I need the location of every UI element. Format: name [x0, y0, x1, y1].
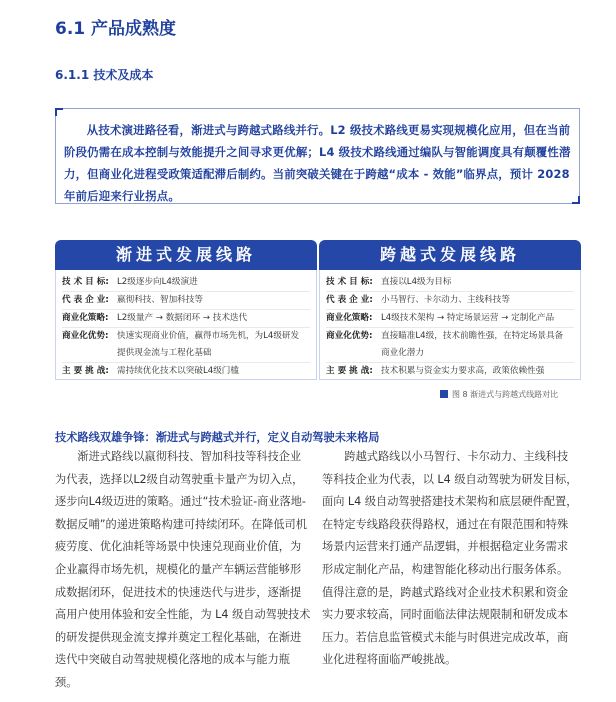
- card-row: [62, 292, 310, 310]
- row-label: 主 要 挑 战:: [62, 366, 109, 376]
- card-row: [62, 310, 310, 328]
- leapfrog-route-card: [319, 240, 581, 380]
- card-body: [319, 270, 581, 380]
- summary-box: [55, 108, 580, 204]
- subheading: 技术路线双雄争锋：渐进式与跨越式并行，定义自动驾驶未来格局: [55, 431, 380, 444]
- row-value: L2级逐步向L4级演进: [117, 277, 198, 287]
- row-label: 代 表 企 业:: [326, 295, 373, 305]
- card-row: [62, 328, 310, 363]
- body-column-left: [55, 446, 312, 695]
- summary-text: 从技术演进路径看，渐进式与跨越式路线并行。L2 级技术路线更易实现规模化应用，但在当前阶段仍需在成本控制与效能提升之间寻求更优解；L4 级技术路线通过编队与智能调度具有颠覆性潜力，但商业化进程受政策适配滞后制约。当前突破关键在于跨越“成本 - 效能”临界点，预计 2028 年前后迎来行业拐点。: [64, 123, 571, 203]
- row-value: 小马智行、卡尔动力、主线科技等: [381, 295, 510, 305]
- row-label: 主 要 挑 战:: [326, 366, 373, 376]
- row-label: 商业化优势:: [62, 331, 109, 341]
- card-row: [326, 292, 574, 310]
- row-value: L2级量产 → 数据闭环 → 技术迭代: [117, 313, 248, 323]
- row-label: 技 术 目 标:: [326, 277, 373, 287]
- card-row: [326, 274, 574, 292]
- card-title: 跨越式发展线路: [319, 240, 581, 270]
- card-row: [62, 274, 310, 292]
- row-label: 商业化策略:: [326, 313, 373, 323]
- body-paragraph: 渐进式路线以嬴彻科技、智加科技等科技企业为代表，选择以L2级自动驾驶重卡量产为切入点，逐步向L4级迈进的策略。通过“技术验证-商业落地-数据反哺”的递进策略构建可持续闭环。在降低司机疲劳度、优化油耗等场景中快速兑现商业价值，为企业赢得市场先机，规模化的量产车辆运营能够形成数据闭环，促进技术的快速迭代与进步，逐渐提高用户使用体验和安全性能，为 L4 级自动驾驶技术的研发提供现金流支撑并奠定工程化基础，在渐进迭代中突破自动驾驶规模化落地的成本与能力瓶颈。: [55, 450, 311, 689]
- row-value-line: 直接瞄准L4级，技术前瞻性强，在特定场景具备: [381, 331, 564, 341]
- card-title: 渐进式发展线路: [55, 240, 317, 270]
- card-row: [326, 310, 574, 328]
- card-row: [326, 363, 574, 380]
- card-row: [326, 328, 574, 363]
- corner-accent: [55, 108, 63, 116]
- section-title: 6.1 产品成熟度: [55, 19, 177, 39]
- subsection-title: 6.1.1 技术及成本: [55, 68, 154, 82]
- row-value: 技术积累与资金实力要求高，政策依赖性强: [381, 366, 545, 376]
- row-label: 代 表 企 业:: [62, 295, 109, 305]
- row-value: 嬴彻科技、智加科技等: [117, 295, 203, 305]
- row-value: 直接以L4级为目标: [381, 277, 452, 287]
- row-label: 商业化优势:: [326, 331, 373, 341]
- body-paragraph: 跨越式路线以小马智行、卡尔动力、主线科技等科技企业为代表，以 L4 级自动驾驶为研发目标，面向 L4 级自动驾驶搭建技术架构和底层硬件配置，在特定专线路段获得路权，通过在有限范围和特殊场景内运营来打通产品逻辑，并根据稳定业务需求形成定制化产品，构建智能化移动出行服务体系。值得注意的是，跨越式路线对企业技术积累和资金实力要求较高，同时面临法律法规限制和研发成本压力。若信息监管模式未能与时俱进完成改革，商业化进程将面临严峻挑战。: [322, 450, 578, 667]
- row-value-line: 提供现金流与工程化基础: [117, 348, 212, 358]
- row-value: [117, 328, 310, 362]
- figure-caption: 图 8 渐进式与跨越式线路对比: [440, 389, 558, 400]
- row-value: [381, 328, 574, 362]
- row-value: L4级技术架构 → 特定场景运营 → 定制化产品: [381, 313, 555, 323]
- row-value-line: 快速实现商业价值，赢得市场先机，为L4级研发: [117, 331, 300, 341]
- gradual-route-card: [55, 240, 317, 380]
- body-column-right: [322, 446, 579, 672]
- card-row: [62, 363, 310, 380]
- row-label: 商业化策略:: [62, 313, 109, 323]
- row-value: 需持续优化技术以突破L4级门槛: [117, 366, 239, 376]
- row-label: 技 术 目 标:: [62, 277, 109, 287]
- row-value-line: 商业化潜力: [381, 348, 424, 358]
- card-body: [55, 270, 317, 380]
- corner-accent: [572, 196, 580, 204]
